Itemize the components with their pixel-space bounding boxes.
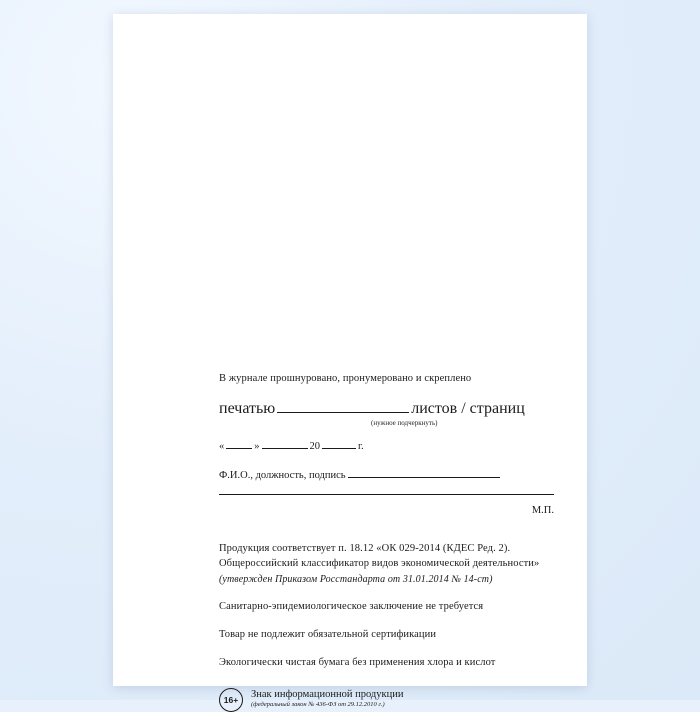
product-info-block [219, 542, 559, 670]
pechatyu-label: печатью [219, 400, 276, 418]
age-rating-subtitle: (федеральный закон № 436-ФЗ от 29.12.2010 г.) [251, 700, 385, 708]
date-year-suffix: г. [358, 441, 364, 453]
age-rating-title: Знак информационной продукции [251, 688, 404, 700]
date-quote-close: » [254, 441, 260, 453]
certification-line-1: В журнале прошнуровано, пронумеровано и скреплено [219, 373, 472, 384]
certification-pechatyu-row [219, 400, 559, 418]
product-info-line-4: Санитарно-эпидемиологическое заключение не требуется [219, 601, 484, 613]
date-row [219, 439, 559, 452]
age-rating-row [219, 687, 559, 712]
document-content [219, 372, 559, 712]
date-day-blank[interactable] [226, 439, 252, 449]
product-info-line-3: (утвержден Приказом Росстандарта от 31.01.2014 № 14-ст) [219, 573, 493, 585]
date-month-blank[interactable] [262, 439, 308, 449]
date-year-prefix: 20 [309, 441, 320, 453]
age-rating-text [251, 687, 403, 708]
fio-blank[interactable] [348, 468, 500, 478]
product-info-line-2: Общероссийский классификатор видов экономической деятельности» [219, 558, 540, 570]
product-info-line-5: Товар не подлежит обязательной сертификации [219, 629, 437, 641]
fio-label: Ф.И.О., должность, подпись [219, 470, 346, 482]
fio-second-blank[interactable] [219, 493, 554, 495]
date-quote-open: « [219, 441, 225, 453]
date-year-blank[interactable] [322, 439, 356, 449]
age-rating-icon: 16+ [219, 688, 243, 712]
fio-row [219, 468, 559, 481]
stamp-label: М.П. [531, 505, 554, 517]
document-page [113, 14, 587, 708]
product-info-line-6: Экологически чистая бумага без применения хлора и кислот [219, 657, 496, 669]
pechatyu-suffix: листов / страниц [411, 400, 525, 418]
pechatyu-blank[interactable] [277, 403, 409, 413]
pechatyu-hint: (нужное подчеркнуть) [371, 419, 438, 428]
product-info-line-1: Продукция соответствует п. 18.12 «ОК 029-2014 (КДЕС Ред. 2). [219, 543, 511, 555]
